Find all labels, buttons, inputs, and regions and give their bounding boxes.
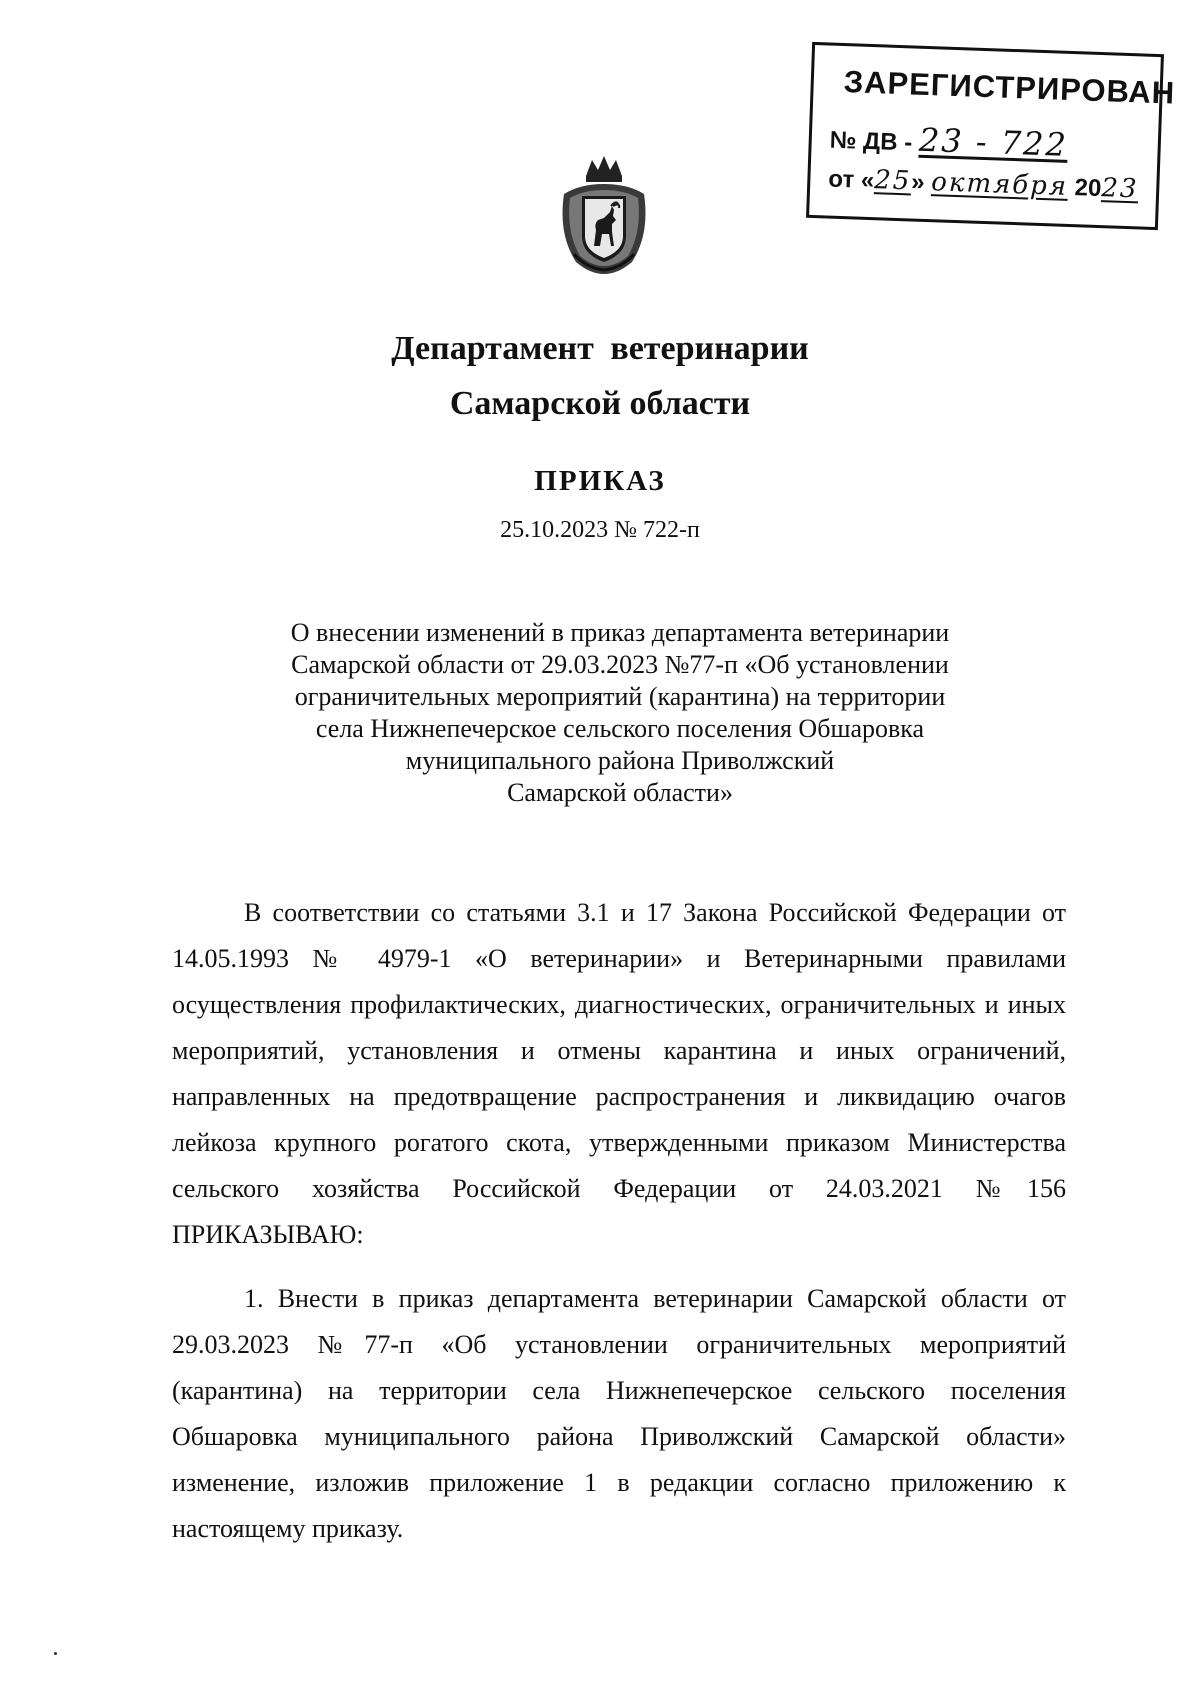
- stamp-date-year-prefix: 20: [1067, 173, 1102, 203]
- organization-name-line2: Самарской области: [449, 385, 751, 422]
- subject-line: села Нижнепечерское сельского поселения Обшаровка: [315, 714, 925, 743]
- subject-line: Самарской области от 29.03.2023 №77-п «Об установлении: [291, 650, 949, 679]
- document-subject: [240, 617, 1000, 809]
- stamp-date-prefix: от «: [827, 165, 875, 195]
- subject-line: ограничительных мероприятий (карантина) на территории: [294, 682, 946, 711]
- document-number: 25.10.2023 № 722-п: [500, 517, 700, 543]
- stamp-number-line: [829, 118, 1068, 164]
- stamp-number-value: 23 - 722: [918, 120, 1069, 164]
- stamp-date-line: [828, 164, 1139, 205]
- subject-line: Самарской области»: [507, 778, 733, 807]
- document-type: ПРИКАЗ: [534, 465, 666, 497]
- stamp-date-day: 25: [873, 165, 912, 197]
- subject-line: муниципального района Приволжский: [405, 746, 835, 775]
- registration-stamp: [806, 42, 1176, 230]
- subject-line: О внесении изменений в приказ департамента ветеринарии: [290, 618, 950, 647]
- stamp-date-year-suffix: 23: [1100, 173, 1139, 205]
- scan-speck: [54, 1652, 57, 1655]
- organization-name-line1: Департамент ветеринарии: [391, 330, 809, 367]
- stamp-number-label: № ДВ -: [829, 126, 913, 157]
- samara-coat-of-arms-icon: [556, 154, 652, 276]
- body-paragraph-1: В соответствии со статьями 3.1 и 17 Закона Российской Федерации от 14.05.1993 № 4979-1 «О ветеринарии» и Ветеринарными правилами осуществления профилактических, диагностических, ограничительных и иных мероприятий, установления и отмены карантина и иных ограничений, направленных на предотвращение распространения и ликвидацию очагов лейкоза крупного рогатого скота, утвержденными приказом Министерства сельского хозяйства Российской Федерации от 24.03.2021 №156 ПРИКАЗЫВАЮ:: [172, 898, 1066, 1249]
- body-paragraph-2: 1. Внести в приказ департамента ветеринарии Самарской области от 29.03.2023 №77-п «Об установлении ограничительных мероприятий (карантина) на территории села Нижнепечерское сельского поселения Обшаровка муниципального района Приволжский Самарской области» изменение, изложив приложение 1 в редакции согласно приложению к настоящему приказу.: [172, 1284, 1066, 1543]
- stamp-date-month: октября: [930, 167, 1069, 202]
- stamp-date-mid: »: [910, 168, 932, 197]
- stamp-title: ЗАРЕГИСТРИРОВАН: [843, 64, 1176, 111]
